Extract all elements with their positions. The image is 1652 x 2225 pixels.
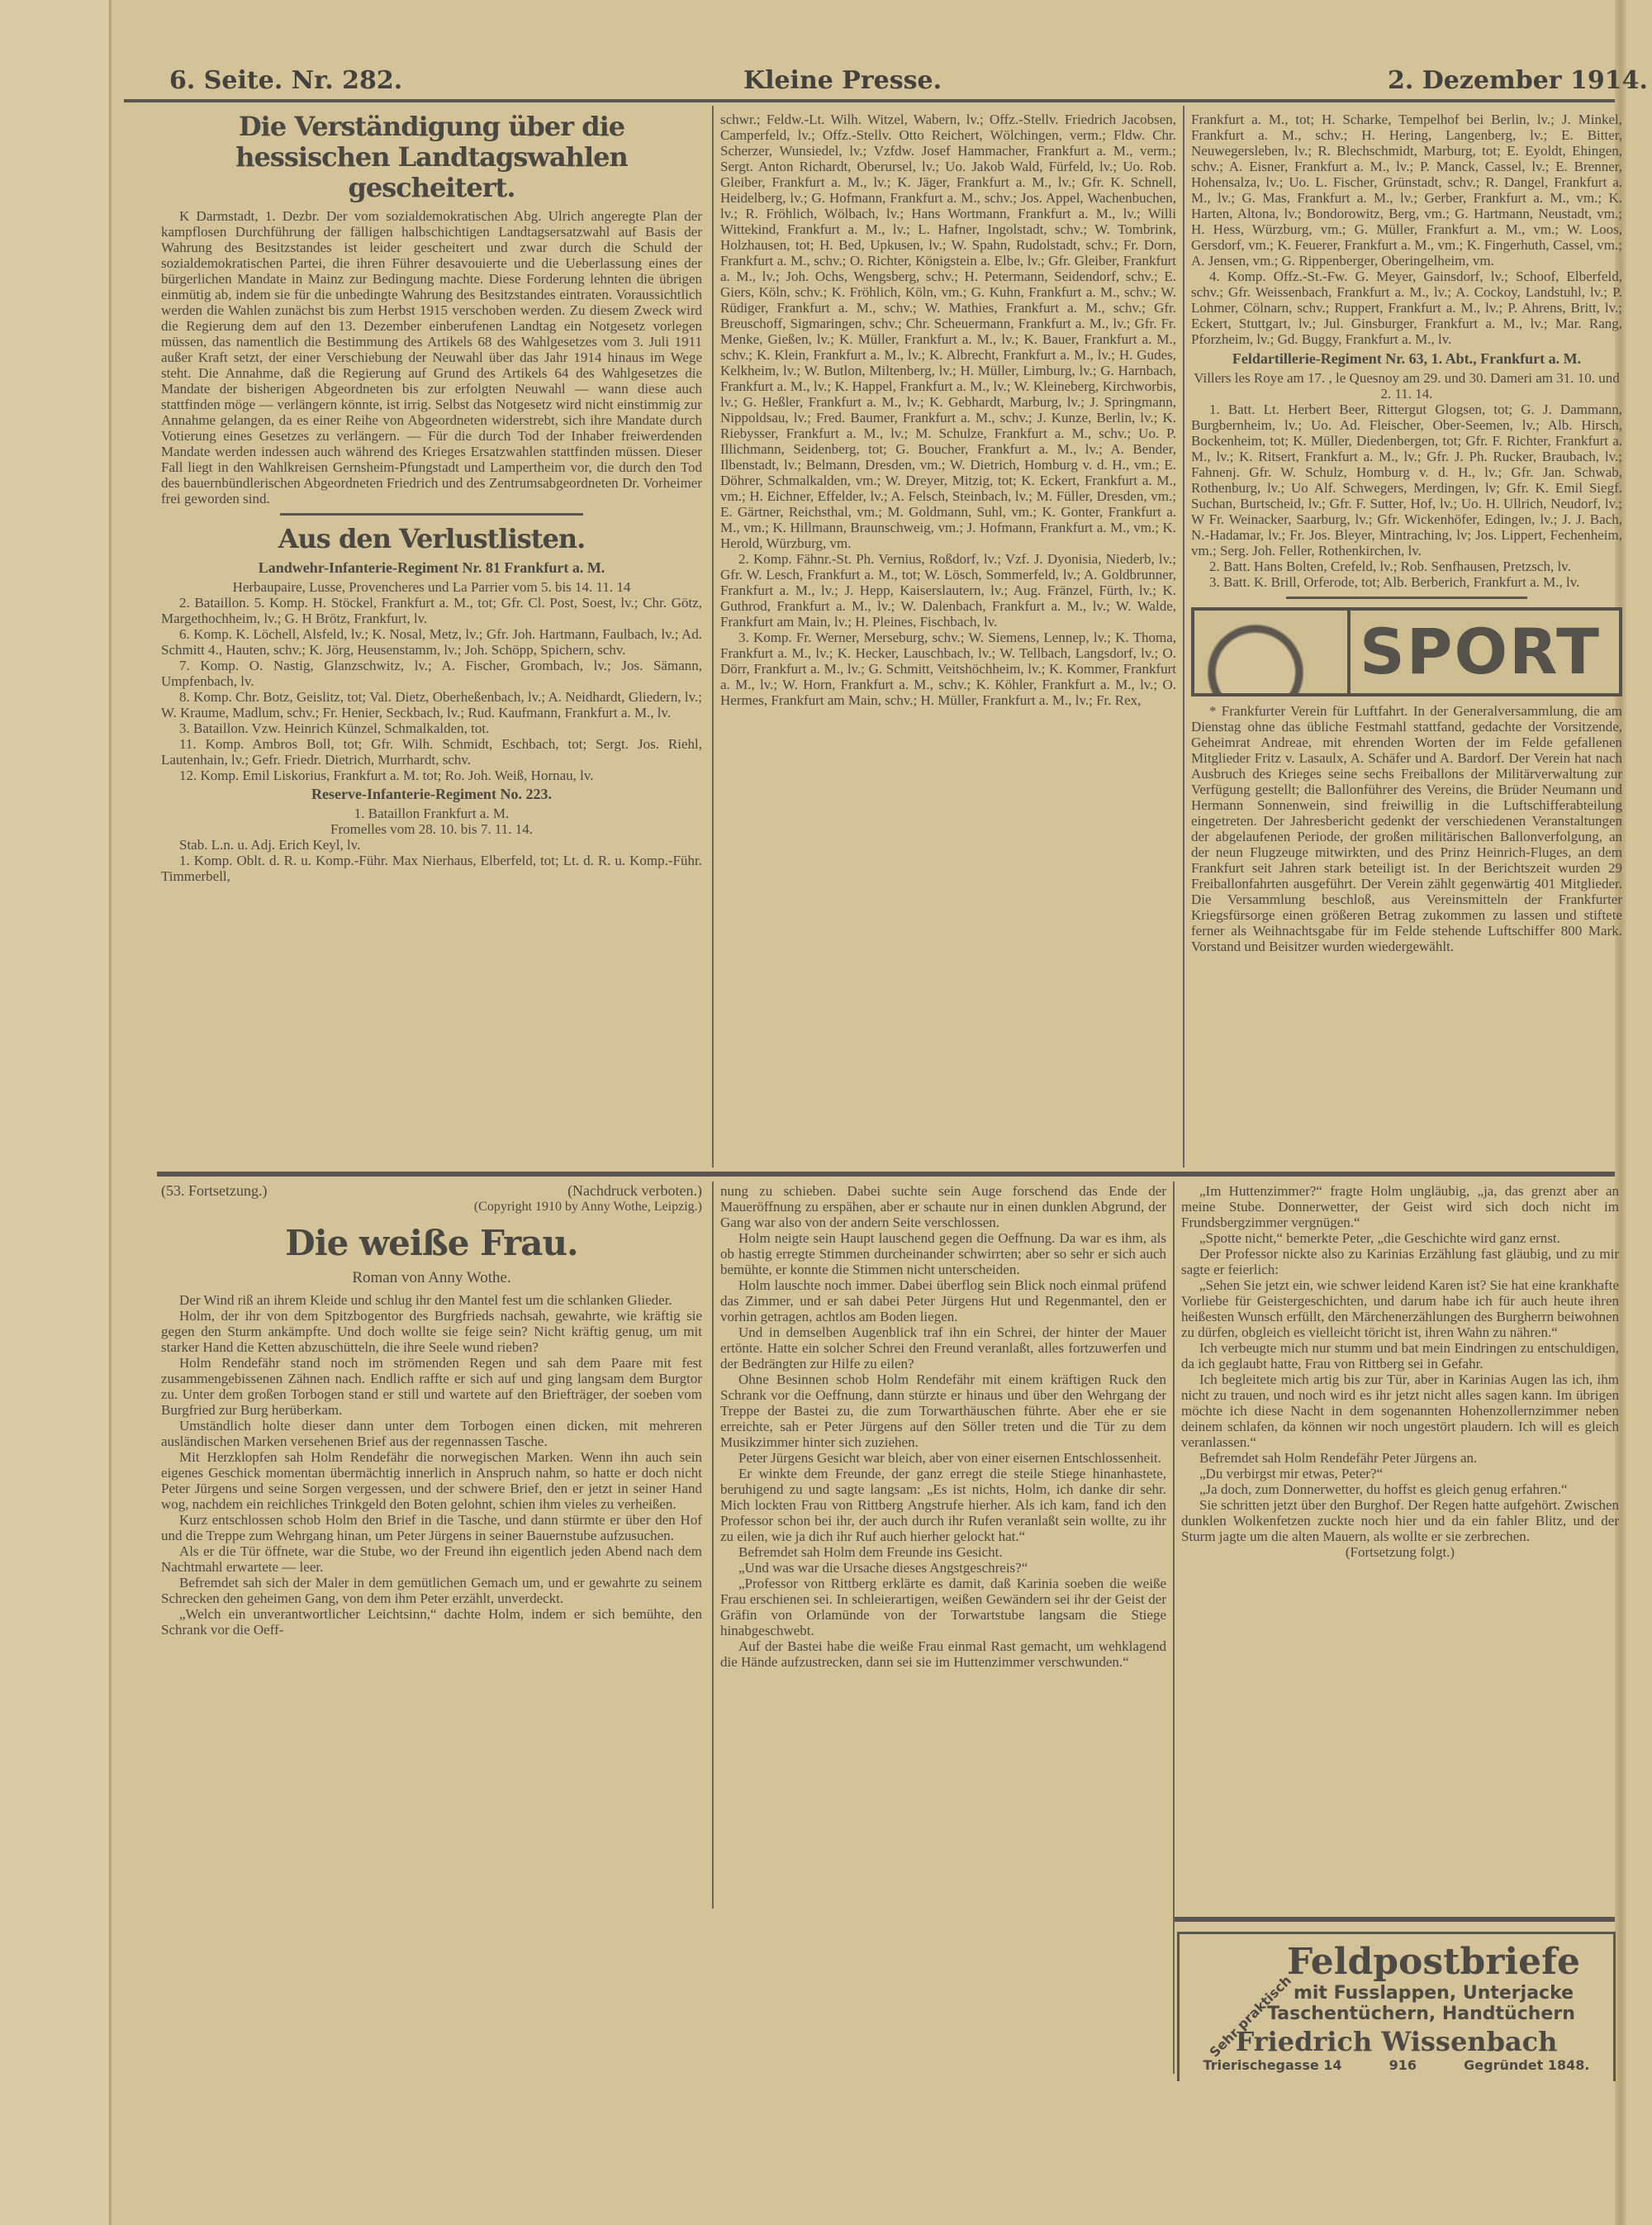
feuilleton-rule [157,1172,1615,1177]
novel-paragraph: Befremdet sah sich der Maler in dem gemütlichen Gemach um, und er gewahrte zu seinem Schrecken den geheimen Gang, von dem ihm Peter erzählt, unverdeckt. [161,1575,702,1606]
ornament-divider [280,513,583,516]
advertisement-box [1177,1932,1616,2081]
novel-paragraph: „Ja doch, zum Donnerwetter, du hoffst es gleich genug erfahren.“ [1199,1481,1568,1497]
list-item: 3. Komp. Fr. Werner, Merseburg, schv.; W. Siemens, Lennep, lv.; K. Thoma, Frankfurt a. M., lv.; K. Hecker, Lauschbach, lv.; W. Tellbach, Langsdorf, lv.; O. Dörr, Frankfurt a. M., lv.; G. Schmitt, Veitshöchheim, lv.; K. Kommer, Frankfurt a. M., lv.; W. Horn, Frankfurt a. M., schv.; K. Köhler, Frankfurt a. M., lv.; O. Hermes, Frankfurt am Main, schv.; H. Müller, Frankfurt a. M., lv.; Fr. Rex, [720,630,1176,708]
novel-paragraph: Befremdet sah Holm Rendefähr Peter Jürgens an. [1199,1450,1478,1466]
scan-edge-line [109,0,112,2225]
novel-paragraph: „Im Huttenzimmer?“ fragte Holm ungläubig, „ja, das grenzt aber an meine Stube. Donnerwetter, der Geist wird sich doch nicht im Frundsbergzimmer vergnügen.“ [1181,1183,1619,1230]
battalion-line: 1. Bataillon Frankfurt a. M. [354,806,510,821]
column-divider [1183,106,1184,1167]
novel-paragraph: Holm, der ihr von dem Spitzbogentor des Burgfrieds nachsah, gewahrte, wie kräftig sie gegen den Sturm ankämpfte. Und doch wollte sie feige sein? Nicht kräftig genug, um mit starker Hand die Ketten abzuschütteln, die ihre Seele wund rieben? [161,1308,702,1355]
novel-paragraph: Und in demselben Augenblick traf ihn ein Schrei, der hinter der Mauer ertönte. Hatte ein solcher Schrei den Freund veranlaßt, alles fortzuwerfen und der Bedrängten zur Hilfe zu eilen? [720,1324,1166,1372]
novel-paragraph: „Spotte nicht,“ bemerkte Peter, „die Geschichte wird ganz ernst. [1199,1230,1560,1246]
sport-article-paragraph: * Frankfurter Verein für Luftfahrt. In der Generalversammlung, die am Dienstag ohne das übliche Festmahl stattfand, gedachte der Vorsitzende, Geheimrat Andreae, mit ehrenden Worten der im Felde gefallenen Mitglieder Fritz v. Lasaulx, A. Schäfer und A. Bardorf. Der Verein hat nach Ausbruch des Krieges seine sechs Freiballons der Militärverwaltung zur Verfügung gestellt; die Ballonführer des Vereins, die Brüder Neumann und Hermann Sonnenwein, sind freiwillig in die Luftschifferabteilung eingetreten. Der Jahresbericht gedenkt der verschiedenen Veranstaltungen der abgelaufenen Periode, der großen militärischen Ballonverfolgung, an der neun Flugzeuge mitwirkten, und des Prinz Heinrich-Fluges, an dem Frankfurt seit Jahren stark beteiligt ist. In der Berichtszeit wurden 29 Freiballonfahrten ausgeführt. Der Verein zählt gegenwärtig 401 Mitglieder. Die Versammlung beschloß, aus Vereinsmitteln der Frankfurter Kriegsfürsorge einen größeren Betrag zukommen zu lassen und stiftete ferner als Weihnachtsgabe für im Felde stehende Luftschiffer 800 Mark. Vorstand und Beisitzer wurden wiedergewählt. [1191,703,1622,954]
regiment-heading: Landwehr-Infanterie-Regiment Nr. 81 Frankfurt a. M. [258,559,605,576]
novel-paragraph: „Und was war die Ursache dieses Angstgeschreis?“ [738,1560,1028,1576]
list-item: 4. Komp. Offz.-St.-Fw. G. Meyer, Gainsdorf, lv.; Schoof, Elberfeld, schv.; Gfr. Weissenbach, Frankfurt a. M., lv.; A. Cockoy, Landstuhl, lv.; P. Lohmer, Cölnarn, schv.; Ruppert, Frankfurt a. M., lv.; P. Ahrens, Britt, lv.; Eckert, Stuttgart, lv.; Jul. Ginsburger, Frankfurt a. M., lv.; Mar. Rang, Pforzheim, lv.; Gd. Buggy, Frankfurt a. M., lv. [1191,269,1622,347]
novel-paragraph: Auf der Bastei habe die weiße Frau einmal Rast gemacht, um wehklagend die Hände aufzustrecken, dann sei sie im Huttenzimmer verschwunden.“ [720,1638,1166,1670]
novel-paragraph: Holm lauschte noch immer. Dabei überflog sein Blick noch einmal prüfend das Zimmer, und er sah dabei Peter Jürgens Hut und Regenmantel, den er vorhin getragen, achtlos am Boden liegen. [720,1277,1166,1324]
continued-notice: (Fortsetzung folgt.) [1345,1544,1455,1560]
list-item: 1. Komp. Oblt. d. R. u. Komp.-Führ. Max Nierhaus, Elberfeld, tot; Lt. d. R. u. Komp.-Führ. Timmerbell, [161,853,702,884]
ad-founded: Gegründet 1848. [1464,2057,1590,2073]
ad-code: 916 [1389,2057,1417,2073]
ad-headline: Feldpostbriefe [1286,1941,1581,1983]
novel-paragraph: nung zu schieben. Dabei suchte sein Auge forschend das Ende der Maueröffnung zu erspähen, aber er schaute nur in einen dunklen Abgrund, der Gang war also von der andern Seite verschlossen. [720,1183,1166,1230]
novel-column-2 [720,1183,1166,1670]
novel-paragraph: „Sehen Sie jetzt ein, wie schwer leidend Karen ist? Sie hat eine krankhafte Vorliebe für Geistergeschichten, und darum habe ich für auch heute ihren heißesten Wunsch erfüllt, den Märchenerzählungen des Burgherrn beiwohnen zu dürfen, obgleich es vielleicht töricht ist, ihren Wahn zu nähren.“ [1181,1277,1619,1340]
ad-footer [1180,2057,1613,2073]
header-rule [124,99,1615,102]
novel-column-3 [1181,1183,1619,1560]
novel-paragraph: „Professor von Rittberg erklärte es damit, daß Karinia soeben die weiße Frau erschienen sei. In schleierartigen, weißen Gewändern sei ihr der Geist der Gräfin von Orlamünde von der Torwartstube langsam die Stiege hinabgeschwebt. [720,1576,1166,1638]
novel-paragraph: Er winkte dem Freunde, der ganz erregt die steile Stiege hinanhastete, beruhigend zu und sagte langsam: „Es ist nichts, Holm, ich danke dir sehr. Mich lockten Frau von Rittberg Angstrufe hierher. Als ich kam, fand ich den Professor schon bei ihr, der auch durch ihr Rufen veranlaßt sein wollte, zu ihr zu eilen, wie ja dich ihr Ruf auch hierher gelockt hat.“ [720,1466,1166,1544]
athlete-illustration-icon [1194,611,1351,693]
list-item: 2. Batt. Hans Bolten, Crefeld, lv.; Rob. Senfhausen, Pretzsch, lv. [1209,559,1571,574]
list-item: 12. Komp. Emil Liskorius, Frankfurt a. M. tot; Ro. Joh. Weiß, Hornau, lv. [179,768,594,783]
article-paragraph: K Darmstadt, 1. Dezbr. Der vom sozialdemokratischen Abg. Ulrich angeregte Plan der kampflosen Durchführung der fälligen halbschichtigen Landtagsersatzwahl auf Basis der Wahrung des Besitzstandes ist leider gescheitert und zwar durch die Schuld der sozialdemokratischen Partei, die ihren Führer desavouierte und die Ueberlassung eines der bürgerlichen Mandate in Mainz zur Bedingung machte. Diese Forderung lehnten die übrigen einmütig ab, indem sie für die unbedingte Wahrung des Besitzstandes eintraten. Voraussichtlich werden die Wahlen zunächst bis zum Herbst 1915 verschoben werden. Zu diesem Zweck wird die Regierung dem auf den 13. Dezember einberufenen Landtag ein Notgesetz vorlegen müssen, das namentlich die Bestimmung des Artikels 68 des Wahlgesetzes vom 3. Juli 1911 außer Kraft setzt, der einer Verschiebung der Neuwahl über das Jahr 1914 hinaus im Wege steht. Die Annahme, daß die Regierung auf Grund des Artikels 64 des Wahlgesetzes die Mandate der bisherigen Abgeordneten bis zur erfolgten Neuwahl — wann diese auch stattfinden möge — verlängern könnte, ist irrig. Selbst das Notgesetz wird nicht einstimmig zur Annahme gelangen, da es einer Reihe von Abgeordneten widerstrebt, sich ihre Mandate durch Votierung eines Gesetzes zu verlängern. — Für die durch Tod der Inhaber freiwerdenden Mandate werden indessen auch während des Krieges Ersatzwahlen stattfinden müssen. Dieser Fall liegt in den Wahlkreisen Gernsheim-Pfungstadt und Lampertheim vor, die durch den Tod des bauernbündlerischen Abgeordneten Friedrich und des Zentrumsabgeordneten Dr. Vorheimer frei geworden sind. [161,208,702,506]
column-divider [712,1181,714,1909]
novel-paragraph: Sie schritten jetzt über den Burghof. Der Regen hatte aufgehört. Zwischen dunklen Wolkenfetzen zuckte noch hier und da ein fahler Blitz, und der Sturm jagte um die alten Mauern, als wollte er sie zerbrechen. [1181,1497,1619,1544]
column-2 [720,112,1176,708]
regiment-heading: Reserve-Infanterie-Regiment No. 223. [311,786,552,802]
novel-paragraph: Ich verbeugte mich nur stumm und bat mein Eindringen zu entschuldigen, da ich geglaubt hatte, Frau von Rittberg sei in Gefahr. [1181,1340,1619,1372]
novel-paragraph: Als er die Tür öffnete, war die Stube, wo der Freund ihn eigentlich jeden Abend nach dem Nachtmahl erwartete — leer. [161,1543,702,1575]
list-item: 1. Batt. Lt. Herbert Beer, Rittergut Glogsen, tot; G. J. Dammann, Burgbernheim, lv.; Uo. Ad. Fleischer, Ober-Seemen, lv.; Alb. Hirsch, Bockenheim, tot; K. Müller, Diedenbergen, tot; Gfr. F. Richter, Frankfurt a. M., lv.; K. Ritsert, Frankfurt a. M., lv.; Gfr. J. Ph. Rucker, Braubach, lv.; Fahnenj. Gfr. W. Schulz, Homburg v. d. H., lv.; Gfr. Jan. Schwab, Rothenburg, lv.; Uo Alf. Schwegers, Merdingen, lv; Gfr. K. Emil Siegf. Suchan, Burtscheid, lv.; Gfr. F. Sutter, Hof, lv.; Uo. H. Ullrich, Neudorf, lv.; W Fr. Weinacker, Saarburg, lv.; Gfr. Wickenhöfer, Edingen, lv.; J. J. Bach, N.-Hadamar, lv.; Fr. Jos. Bleyer, Mintraching, lv; Jos. Lippert, Fechenheim, vm.; Serg. Joh. Feller, Rothenkirchen, lv. [1191,402,1622,559]
novel-column-1 [161,1183,702,1638]
novel-title: Die weiße Frau. [285,1223,578,1263]
column-divider [1173,1181,1175,2074]
list-item: 8. Komp. Chr. Botz, Geislitz, tot; Val. Dietz, Oberheßenbach, lv.; A. Neidhardt, Gliedern, lv.; W. Kraume, Madlum, schv.; Fr. Henier, Seckbach, lv.; Rud. Kaufmann, Frankfurt a. M., lv. [161,689,702,720]
novel-paragraph: Befremdet sah Holm dem Freunde ins Gesicht. [738,1544,1003,1560]
novel-paragraph: Kurz entschlossen schob Holm den Brief in die Tasche, und dann stürmte er über den Hof und die Treppe zum Wehrgang hinan, um Peter Jürgens in seiner Bauernstube aufzusuchen. [161,1512,702,1543]
column-3 [1191,112,1622,954]
column-divider [712,106,714,1167]
scan-margin [0,0,107,2225]
reprint-notice: (Nachdruck verboten.) [567,1182,702,1199]
issue-date: 2. Dezember 1914. [1388,66,1648,95]
novel-paragraph: Ohne Besinnen schob Holm Rendefähr mit einem kräftigen Ruck den Schrank vor die Oeffnung, dann stürzte er hinaus und über den Wehrgang der Treppe der Bastei zu, die zum Torwarthäuschen führte. Aber ehe er sie erreichte, sah er Peter Jürgens auf den Söller treten und die Tür zu dem Musikzimmer hinter sich zuziehen. [720,1372,1166,1450]
novel-paragraph: Ich begleitete mich artig bis zur Tür, aber in Karinias Augen las ich, ihm nicht zu trauen, und noch wird es ihr jetzt nicht alles sagen kann. Im übrigen möchte ich diese Nacht in dem sogenannten Hohenzollernzimmer neben deinem schlafen, da können wir noch ungestört plaudern. Ich will es gleich veranlassen.“ [1181,1372,1619,1450]
ad-line: mit Fusslappen, Unterjacke [1293,1983,1574,2004]
list-item: schwr.; Feldw.-Lt. Wilh. Witzel, Wabern, lv.; Offz.-Stellv. Friedrich Jacobsen, Camperfeld, lv.; Offz.-Stellv. Otto Reichert, Wölchingen, verm.; Fldw. Chr. Scherzer, Wunsiedel, lv.; Vzfdw. Josef Hammacher, Frankfurt a. M., verm.; Sergt. Anton Richardt, Oberursel, lv.; Uo. Jakob Wald, Fürfeld, lv.; Uo. Rob. Gleiber, Frankfurt a. M., lv.; K. Jäger, Frankfurt a. M., lv.; Gfr. K. Schnell, Heidelberg, lv.; G. Hofmann, Frankfurt a. M., schv.; Jos. Appel, Wachenbuchen, lv.; R. Fröhlich, Wölbach, lv.; Hans Wortmann, Frankfurt a. M., lv.; Willi Wittekind, Frankfurt a. M., lv.; L. Hafner, Ingolstadt, schv.; W. Tombrink, Holzhausen, tot; H. Bed, Upkusen, lv.; W. Spahn, Rudolstadt, schv.; Fr. Dorn, Frankfurt a. M., schv.; O. Richter, Königstein a. Elbe, lv.; Gfr. Gleiber, Frankfurt a. M., lv.; Joh. Ochs, Wengsberg, schv.; H. Petermann, Seidendorf, schv.; E. Giers, Köln, schv.; K. Fröhlich, Köln, vm.; G. Kuhn, Frankfurt a. M., schv.; W. Rüdiger, Frankfurt a. M., schv.; W. Mathies, Frankfurt a. M., schv.; Gfr. Breuschoff, Sigmaringen, schv.; Chr. Scheuermann, Frankfurt a. M., lv.; Gfr. Fr. Menke, Gießen, lv.; K. Müller, Frankfurt a. M., lv.; K. Bauer, Frankfurt a. M., schv.; K. Klein, Frankfurt a. M., lv.; K. Albrecht, Frankfurt a. M., lv.; H. Gudes, Kelkheim, lv.; W. Butlon, Miltenberg, lv.; H. Müller, Limburg, lv.; G. Harnbach, Frankfurt a. M., lv.; K. Happel, Frankfurt a. M., lv.; W. Kleineberg, Kirchworbis, lv.; G. Heßler, Frankfurt a. M., lv.; K. Gebhardt, Marburg, lv.; J. Springmann, Nippoldsau, lv.; Fred. Baumer, Frankfurt a. M., schv.; J. Kunze, Berlin, lv.; K. Riebysser, Frankfurt a. M., lv.; M. Schulze, Frankfurt a. M., schv.; Uo. P. Illichmann, Seidenberg, tot; G. Boucher, Frankfurt a. M., lv.; A. Bender, Ilbenstadt, lv.; Belmann, Dresden, vm.; W. Dietrich, Homburg v. d. H., vm.; E. Döhrer, Schmalkalden, vm.; W. Dreyer, Mitzig, tot; K. Eckert, Frankfurt a. M., vm.; H. Eichner, Effelder, lv.; A. Felsch, Steinbach, lv.; M. Füller, Dresden, vm.; E. Gärtner, Reichsthal, vm.; M. Goldmann, Suhl, vm.; K. Gonter, Frankfurt a. M., vm.; K. Hillmann, Braunschweig, vm.; J. Hofmann, Frankfurt a. M., vm.; K. Herold, Würzburg, vm. [720,112,1176,551]
list-item: 3. Batt. K. Brill, Orferode, tot; Alb. Berberich, Frankfurt a. M., lv. [1209,574,1580,590]
novel-paragraph: Peter Jürgens Gesicht war bleich, aber von einer eisernen Entschlossenheit. [738,1450,1161,1466]
novel-paragraph: Der Professor nickte also zu Karinias Erzählung fast gläubig, und zu mir sagte er feierlich: [1181,1246,1619,1277]
article-headline: Die Verständigung über die hessischen Landtagswahlen gescheitert. [235,111,628,203]
ornament-divider [1286,597,1527,599]
novel-author: Roman von Anny Wothe. [352,1269,511,1286]
sport-banner-text: SPORT [1360,615,1601,688]
ad-company: Friedrich Wissenbach [1235,2026,1558,2057]
regiment-heading: Feldartillerie-Regiment Nr. 63, 1. Abt., Frankfurt a. M. [1232,350,1582,367]
list-item: 6. Komp. K. Löchell, Alsfeld, lv.; K. Nosal, Metz, lv.; Gfr. Joh. Hartmann, Faulbach, lv.; Ad. Schmitt 4., Hauten, schv.; K. Jörg, Heusenstamm, lv.; Joh. Schöpp, Spichern, schv. [161,626,702,658]
novel-paragraph: „Du verbirgst mir etwas, Peter?“ [1199,1466,1384,1481]
installment-label: (53. Fortsetzung.) [161,1182,268,1199]
list-item: Frankfurt a. M., tot; H. Scharke, Tempelhof bei Berlin, lv.; J. Minkel, Frankfurt a. M., schv.; H. Hering, Langenberg, lv.; E. Bitter, Neuwegersleben, lv.; R. Blechschmidt, Marburg, tot; E. Eyoldt, Ehingen, schv.; A. Eisner, Frankfurt a. M., lv.; P. Manck, Cassel, lv.; E. Brenner, Hohensalza, lv.; Uo. L. Fischer, Grünstadt, schv.; R. Dangel, Frankfurt a. M., lv.; G. Mas, Frankfurt a. M., lv.; Gerber, Frankfurt a. M., vm.; K. Harten, Altona, lv.; Bondorowitz, Berg, vm.; G. Hartmann, Neustadt, vm.; H. Hess, Würzburg, vm.; G. Müller, Frankfurt a. M., vm.; W. Loos, Gersdorf, vm.; K. Feuerer, Frankfurt a. M., vm.; K. Fingerhuth, Cassel, vm.; A. Jensen, vm.; G. Rippenberger, Oberingelheim, vm. [1191,112,1622,269]
list-item: 7. Komp. O. Nastig, Glanzschwitz, lv.; A. Fischer, Grombach, lv.; Jos. Sämann, Umpfenbach, lv. [161,658,702,689]
ad-address: Trierischegasse 14 [1203,2057,1342,2073]
place-line: Villers les Roye am 17. , le Quesnoy am 29. und 30. Dameri am 31. 10. und 2. 11. 14. [1194,370,1620,402]
column-1 [161,112,702,884]
novel-meta [161,1183,702,1199]
ad-line: Taschentüchern, Handtüchern [1267,2004,1575,2024]
page-number: 6. Seite. Nr. 282. [169,66,403,95]
place-line: Herbaupaire, Lusse, Provencheres und La Parrier vom 5. bis 14. 11. 14 [232,579,631,595]
novel-paragraph: Holm Rendefähr stand noch im strömenden Regen und sah dem Paare mit fest zusammengebissenen Zähnen nach. Endlich raffte er sich auf und ging langsam dem Burgtor zu. Unter dem großen Torbogen stand er still und wartete auf den Briefträger, der soeben vom Burgfried zur Burg herüberkam. [161,1355,702,1418]
ad-rule [1175,1917,1615,1922]
list-item: 2. Komp. Fähnr.-St. Ph. Vernius, Roßdorf, lv.; Vzf. J. Dyonisia, Niederb, lv.; Gfr. W. Lesch, Frankfurt a. M., tot; W. Lösch, Sommerfeld, lv.; A. Goldbrunner, Frankfurt a. M., lv.; J. Hepp, Kaiserslautern, lv.; Aug. Fränzel, Fürth, lv.; K. Guthrod, Frankfurt a. M., lv.; W. Dalenbach, Frankfurt a. M., lv.; W. Walde, Frankfurt am Main, lv.; H. Pleines, Fischbach, lv. [720,551,1176,630]
list-item: 3. Bataillon. Vzw. Heinrich Künzel, Schmalkalden, tot. [179,720,490,736]
newspaper-title: Kleine Presse. [743,66,942,95]
sport-banner [1191,607,1622,697]
section-headline: Aus den Verlustlisten. [278,523,586,554]
novel-paragraph: „Welch ein unverantwortlicher Leichtsinn,“ dachte Holm, indem er sich bemühte, den Schrank vor die Oeff- [161,1606,702,1638]
novel-paragraph: Mit Herzklopfen sah Holm Rendefähr die norwegischen Marken. Wenn ihn auch sein eigenes Geschick momentan übermächtig innerlich in Anspruch nahm, so hatte er doch nicht Peter Jürgens und seine Sorgen vergessen, und der schwere Brief, den er jetzt in seiner Hand wog, nachdem ein reichliches Trinkgeld den Boten gelohnt, schien ihm vieles zu verheißen. [161,1449,702,1512]
ad-slant-text: Sehr praktisch [1206,1972,1294,2061]
novel-paragraph: Der Wind riß an ihrem Kleide und schlug ihr den Mantel fest um die schlanken Glieder. [179,1292,672,1308]
list-item: Stab. L.n. u. Adj. Erich Keyl, lv. [179,837,361,853]
copyright-notice: (Copyright 1910 by Anny Wothe, Leipzig.) [473,1200,702,1214]
novel-paragraph: Holm neigte sein Haupt lauschend gegen die Oeffnung. Da war es ihm, als ob hastig erregte Stimmen durcheinander schwirrten; aber so sehr er sich auch bemühte, er konnte die Stimmen nicht unterscheiden. [720,1230,1166,1277]
novel-paragraph: Umständlich holte dieser dann unter dem Torbogen einen dicken, mit mehreren ausländischen Marken versehenen Brief aus der regennassen Tasche. [161,1418,702,1449]
list-item: 2. Bataillon. 5. Komp. H. Stöckel, Frankfurt a. M., tot; Gfr. Cl. Post, Soest, lv.; Chr. Götz, Margethochheim, lv.; G. H Brötz, Frankfurt, lv. [161,595,702,626]
place-line: Fromelles vom 28. 10. bis 7. 11. 14. [330,821,533,837]
list-item: 11. Komp. Ambros Boll, tot; Gfr. Wilh. Schmidt, Eschbach, tot; Sergt. Jos. Riehl, Lautenhain, lv.; Gefr. Friedr. Dietrich, Murrhardt, schv. [161,736,702,768]
